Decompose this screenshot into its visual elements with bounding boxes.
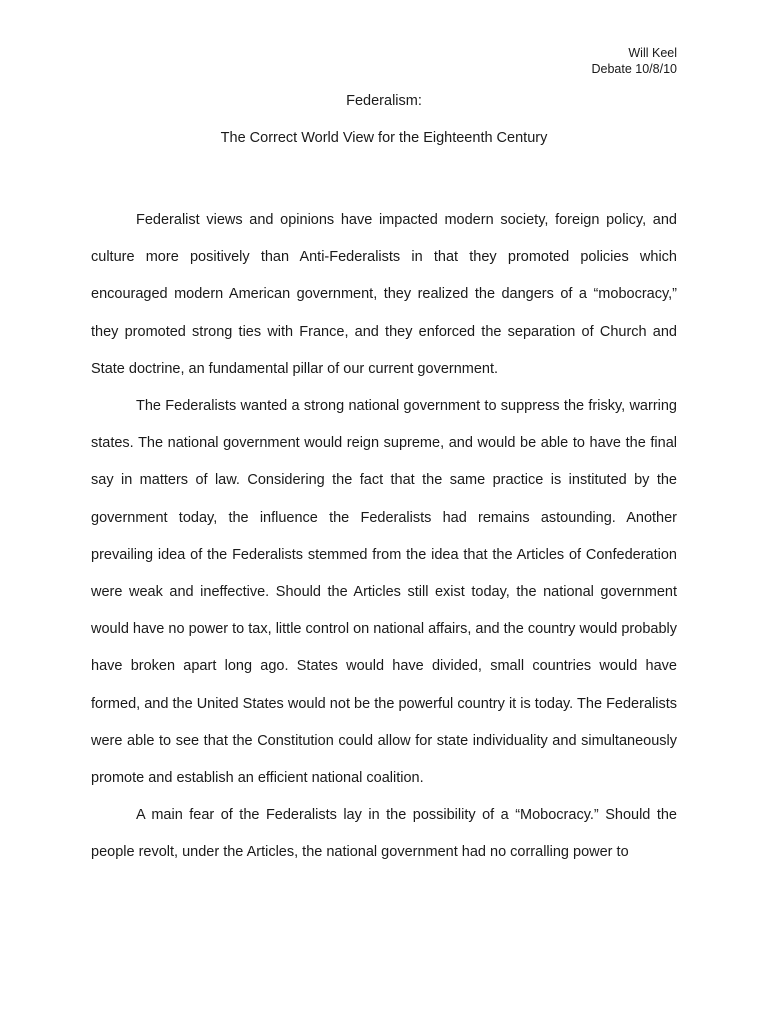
paragraph-1: Federalist views and opinions have impacted modern society, foreign policy, and culture more positively than Anti-Federalists in that they promoted policies which encouraged modern American government, they realized the dangers of a “mobocracy,” they promoted strong ties with France, and they enforced the separation of Church and State doctrine, an fundamental pillar of our current government. [91,212,677,377]
author-name: Will Keel [628,46,677,60]
paragraph-3: A main fear of the Federalists lay in the possibility of a “Mobocracy.” Should the people revolt, under the Articles, the national government had no corralling power to [91,807,677,861]
paragraph-2: The Federalists wanted a strong national government to suppress the frisky, warring states. The national government would reign supreme, and would be able to have the final say in matters of law. Considering the fact that the same practice is instituted by the government today, the influence the Federalists had remains astounding. Another prevailing idea of the Federalists stemmed from the idea that the Articles of Confederation were weak and ineffective. Should the Articles still exist today, the national government would have no power to tax, little control on national affairs, and the country would probably have broken apart long ago. States would have divided, small countries would have formed, and the United States would not be the powerful country it is today. The Federalists were able to see that the Constitution could allow for state individuality and simultaneously promote and establish an efficient national coalition. [91,398,677,787]
document-subtitle: The Correct World View for the Eighteenth Century [220,130,548,146]
document-header [592,45,678,77]
class-date: Debate 10/8/10 [591,62,677,76]
document-title: Federalism: [346,93,422,109]
document-body [91,202,677,872]
